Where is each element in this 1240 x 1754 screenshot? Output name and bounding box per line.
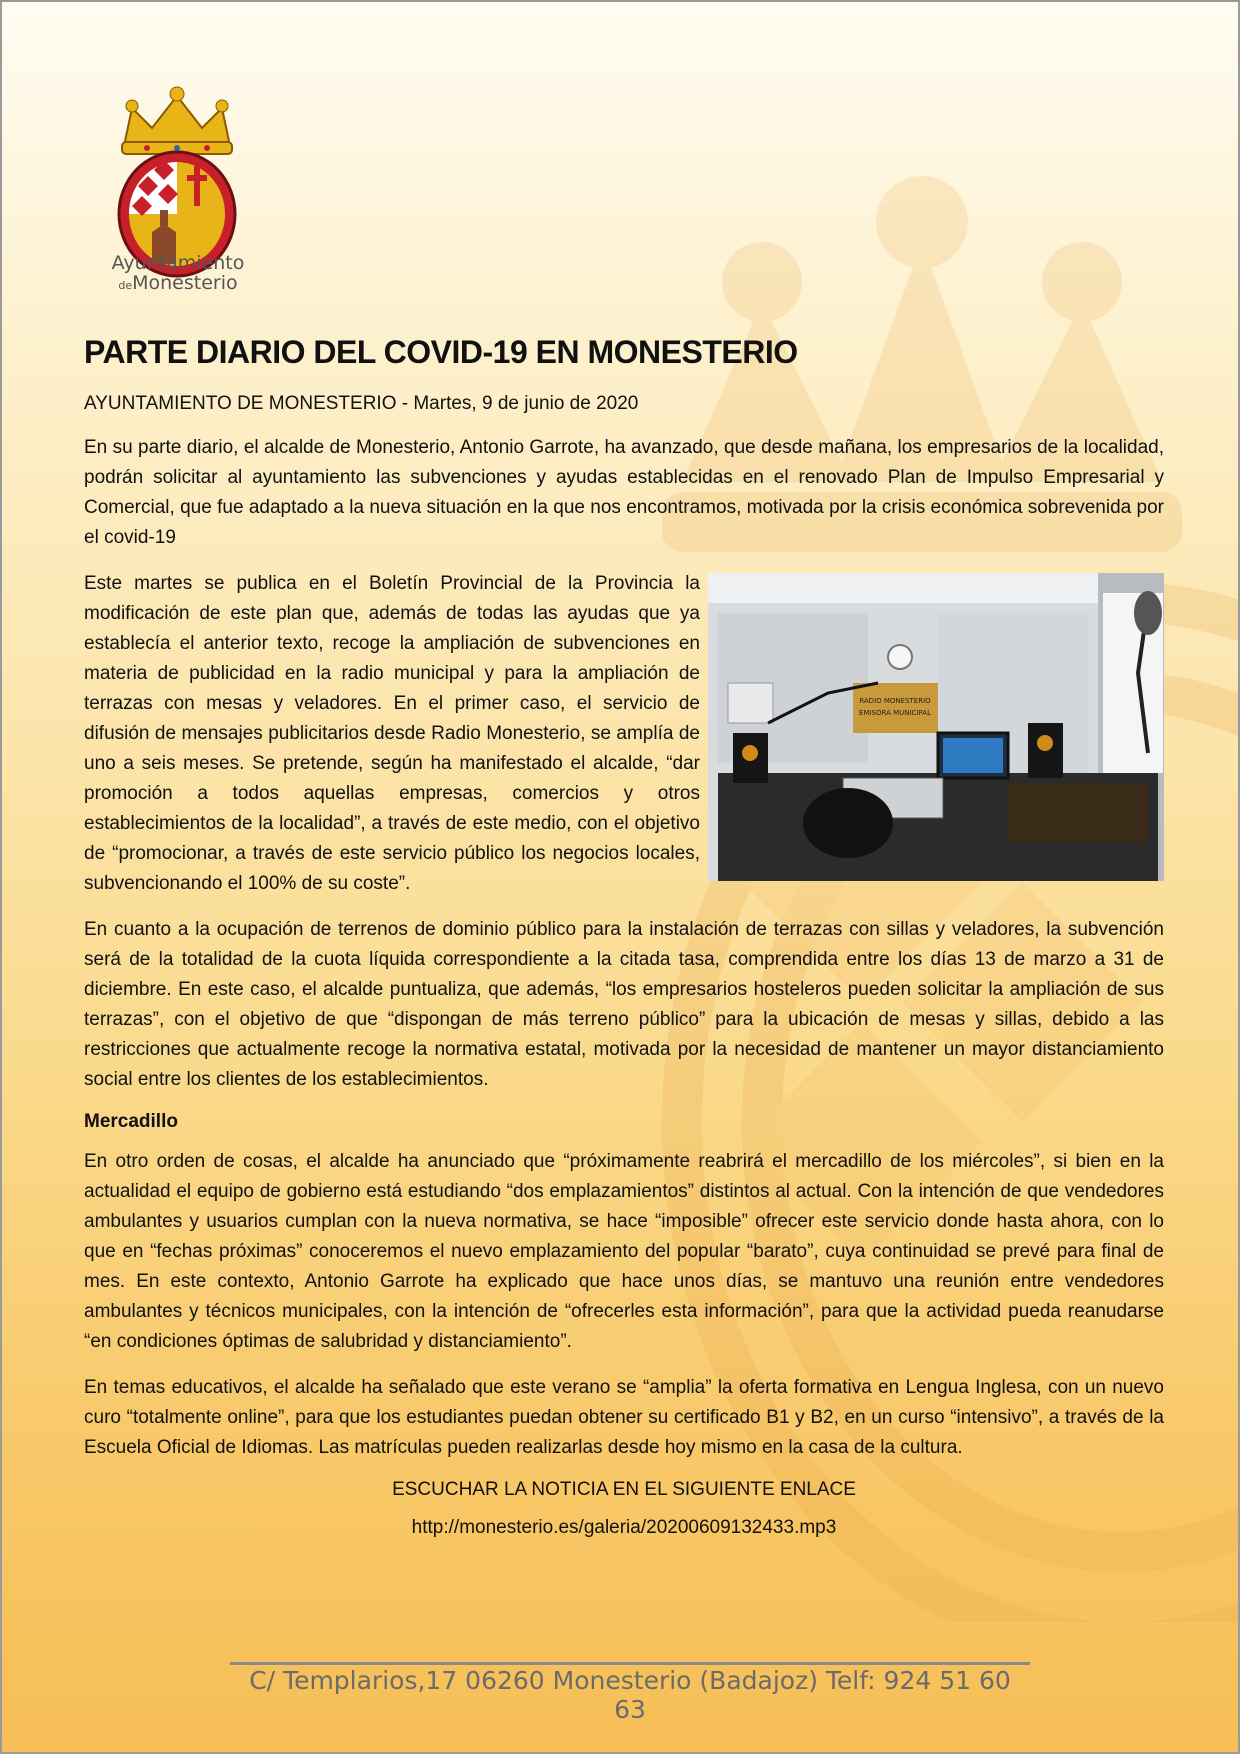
paragraph-with-photo [84, 569, 1164, 915]
paragraph-market: En otro orden de cosas, el alcalde ha anunciado que “próximamente reabrirá el mercadillo de los miércoles”, si bien en la actualidad el equipo de gobierno está estudiando “dos emplazamientos” distintos al actual. Con la intención de que vendedores ambulantes y usuarios cumplan con la nueva normativa, se hace “imposible” ofrecer este servicio donde hasta ahora, con lo que en “fechas próximas” conoceremos el nuevo emplazamiento del popular “barato”, cuya continuidad se prevé para final de mes. En este contexto, Antonio Garrote ha explicado que hace unos días, se mantuvo una reunión entre vendedores ambulantes y técnicos municipales, con la intención de “ofrecerles esta información”, para que la actividad pueda reanudarse “en condiciones óptimas de salubridad y distanciamiento”. [84, 1151, 1164, 1352]
footer-address: C/ Templarios,17 06260 Monesterio (Badajoz) Telf: 924 51 60 63 [249, 1666, 1011, 1724]
paragraph-radio: Este martes se publica en el Boletín Provincial de la Provincia la modificación de este plan que, además de todas las ayudas que ya establecía el anterior texto, recoge la ampliación de subvenciones en materia de publicidad en la radio municipal y para la ampliación de terrazas con mesas y veladores. En el primer caso, el servicio de difusión de mensajes publicitarios desde Radio Monesterio, se amplía de uno a seis meses. Se pretende, según ha manifestado el alcalde, “dar promoción a todos aquellas empresas, comercios y otros establecimientos de la localidad”, a través de este medio, con el objetivo de “promocionar, a través de este servicio público los negocios locales, subvencionando el 100% de su coste”. [84, 573, 700, 894]
studio-sign-line-2: EMISORA MUNICIPAL [859, 709, 931, 717]
logo-prefix: de [118, 278, 133, 292]
logo-line-2 [98, 271, 258, 294]
logo-line-1: Ayuntamiento [111, 252, 245, 274]
studio-sign-line-1: RADIO MONESTERIO [859, 697, 931, 705]
article-title: PARTE DIARIO DEL COVID-19 EN MONESTERIO [84, 334, 798, 370]
radio-studio-photo [708, 573, 1164, 881]
paragraph-education: En temas educativos, el alcalde ha señalado que este verano se “amplia” la oferta formativa en Lengua Inglesa, con un nuevo curo “totalmente online”, para que los estudiantes puedan obtener su certificado B1 y B2, en un curso “intensivo”, a través de la Escuela Oficial de Idiomas. Las matrículas pueden realizarlas desde hoy mismo en la casa de la cultura. [84, 1377, 1164, 1458]
footer-divider [230, 1662, 1030, 1665]
listen-label: ESCUCHAR LA NOTICIA EN EL SIGUIENTE ENLACE [392, 1479, 856, 1500]
paragraph-intro: En su parte diario, el alcalde de Monesterio, Antonio Garrote, ha avanzado, que desde mañana, los empresarios de la localidad, podrán solicitar al ayuntamiento las subvenciones y ayudas establecidas en el renovado Plan de Impulso Empresarial y Comercial, que fue adaptado a la nueva situación en la que nos encontramos, motivada por la crisis económica sobrevenida por el covid-19 [84, 437, 1164, 548]
article-dateline: AYUNTAMIENTO DE MONESTERIO - Martes, 9 de junio de 2020 [84, 393, 639, 414]
subheading-mercadillo: Mercadillo [84, 1111, 178, 1132]
article-body [84, 334, 1164, 1539]
audio-link[interactable]: http://monesterio.es/galeria/20200609132433.mp3 [411, 1517, 837, 1538]
logo-wordmark [98, 254, 258, 294]
paragraph-terraces: En cuanto a la ocupación de terrenos de dominio público para la instalación de terrazas con sillas y veladores, la subvención será de la totalidad de la cuota líquida correspondiente a la citada tasa, comprendida entre los días 13 de marzo a 31 de diciembre. En este caso, el alcalde puntualiza, que además, “los empresarios hosteleros pueden solicitar la ampliación de sus terrazas”, con el objetivo de que “dispongan de más terreno público” para la ubicación de mesas y sillas, debido a las restricciones que actualmente recoge la normativa estatal, motivada por la necesidad de mantener un mayor distanciamiento social entre los clientes de los establecimientos. [84, 919, 1164, 1090]
logo-town: Monesterio [132, 271, 238, 294]
